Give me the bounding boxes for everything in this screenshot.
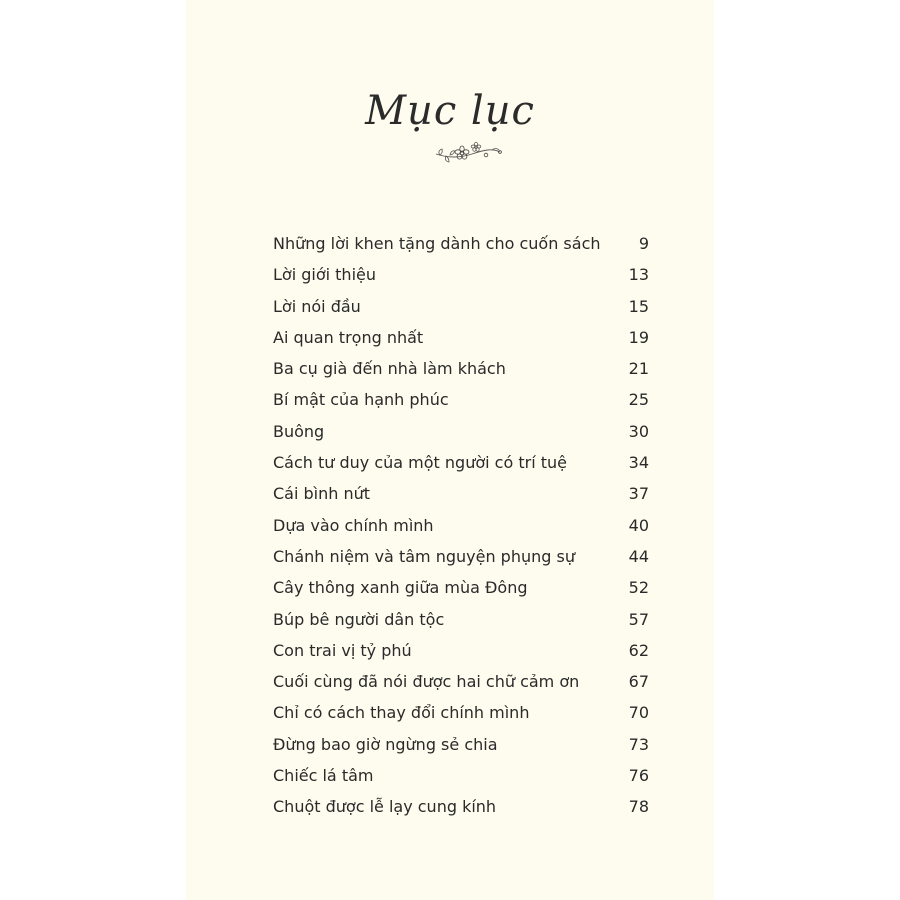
table-of-contents [273, 228, 649, 823]
toc-entry-page-number: 52 [628, 578, 649, 598]
toc-entry [273, 447, 649, 478]
toc-entry-title: Cuối cùng đã nói được hai chữ cảm ơn [273, 672, 580, 692]
page-title: Mục lục [365, 88, 535, 134]
toc-entry-title: Con trai vị tỷ phú [273, 640, 412, 660]
toc-entry [273, 384, 649, 415]
toc-entry-page-number: 40 [628, 515, 649, 535]
toc-entry-title: Chiếc lá tâm [273, 766, 374, 786]
toc-entry-page-number: 37 [628, 484, 649, 504]
toc-entry-page-number: 76 [628, 766, 649, 786]
toc-entry [273, 729, 649, 760]
toc-entry [273, 510, 649, 541]
toc-entry-title: Bí mật của hạnh phúc [273, 390, 449, 410]
toc-entry-title: Cách tư duy của một người có trí tuệ [273, 453, 567, 473]
toc-entry-page-number: 67 [628, 672, 649, 692]
toc-entry-title: Cây thông xanh giữa mùa Đông [273, 578, 528, 598]
toc-entry [273, 291, 649, 322]
toc-entry-title: Dựa vào chính mình [273, 515, 434, 535]
toc-entry [273, 353, 649, 384]
toc-entry-page-number: 34 [628, 453, 649, 473]
toc-entry-title: Đừng bao giờ ngừng sẻ chia [273, 734, 498, 754]
toc-entry [273, 697, 649, 728]
toc-entry-page-number: 78 [628, 797, 649, 817]
toc-entry-title: Chỉ có cách thay đổi chính mình [273, 703, 530, 723]
flower-branch-icon [434, 140, 504, 166]
toc-entry-page-number: 19 [628, 327, 649, 347]
toc-entry-page-number: 73 [628, 734, 649, 754]
toc-entry [273, 635, 649, 666]
toc-entry-title: Lời nói đầu [273, 296, 361, 316]
toc-entry-title: Ba cụ già đến nhà làm khách [273, 359, 506, 379]
toc-entry-title: Cái bình nứt [273, 484, 371, 504]
toc-entry-page-number: 70 [628, 703, 649, 723]
toc-entry [273, 541, 649, 572]
toc-entry-title: Chuột được lễ lạy cung kính [273, 797, 497, 817]
toc-entry-page-number: 15 [628, 296, 649, 316]
toc-entry-page-number: 62 [628, 640, 649, 660]
toc-entry-title: Búp bê người dân tộc [273, 609, 445, 629]
toc-entry [273, 604, 649, 635]
book-page [186, 0, 714, 900]
toc-entry [273, 666, 649, 697]
toc-entry-page-number: 57 [628, 609, 649, 629]
toc-entry [273, 478, 649, 509]
toc-entry [273, 322, 649, 353]
toc-entry-page-number: 9 [638, 234, 649, 253]
toc-entry-page-number: 30 [628, 421, 649, 441]
toc-entry-title: Lời giới thiệu [273, 265, 376, 285]
toc-entry [273, 259, 649, 290]
toc-entry-page-number: 25 [628, 390, 649, 410]
toc-entry-title: Buông [273, 421, 325, 441]
toc-entry [273, 228, 649, 259]
toc-entry-title: Chánh niệm và tâm nguyện phụng sự [273, 546, 575, 566]
toc-entry-page-number: 21 [628, 359, 649, 379]
toc-entry-page-number: 44 [628, 546, 649, 566]
toc-entry [273, 791, 649, 822]
toc-entry [273, 760, 649, 791]
toc-entry-title: Ai quan trọng nhất [273, 327, 424, 347]
toc-entry-page-number: 13 [628, 265, 649, 285]
toc-entry [273, 416, 649, 447]
toc-entry-title: Những lời khen tặng dành cho cuốn sách [273, 234, 601, 253]
toc-entry [273, 572, 649, 603]
